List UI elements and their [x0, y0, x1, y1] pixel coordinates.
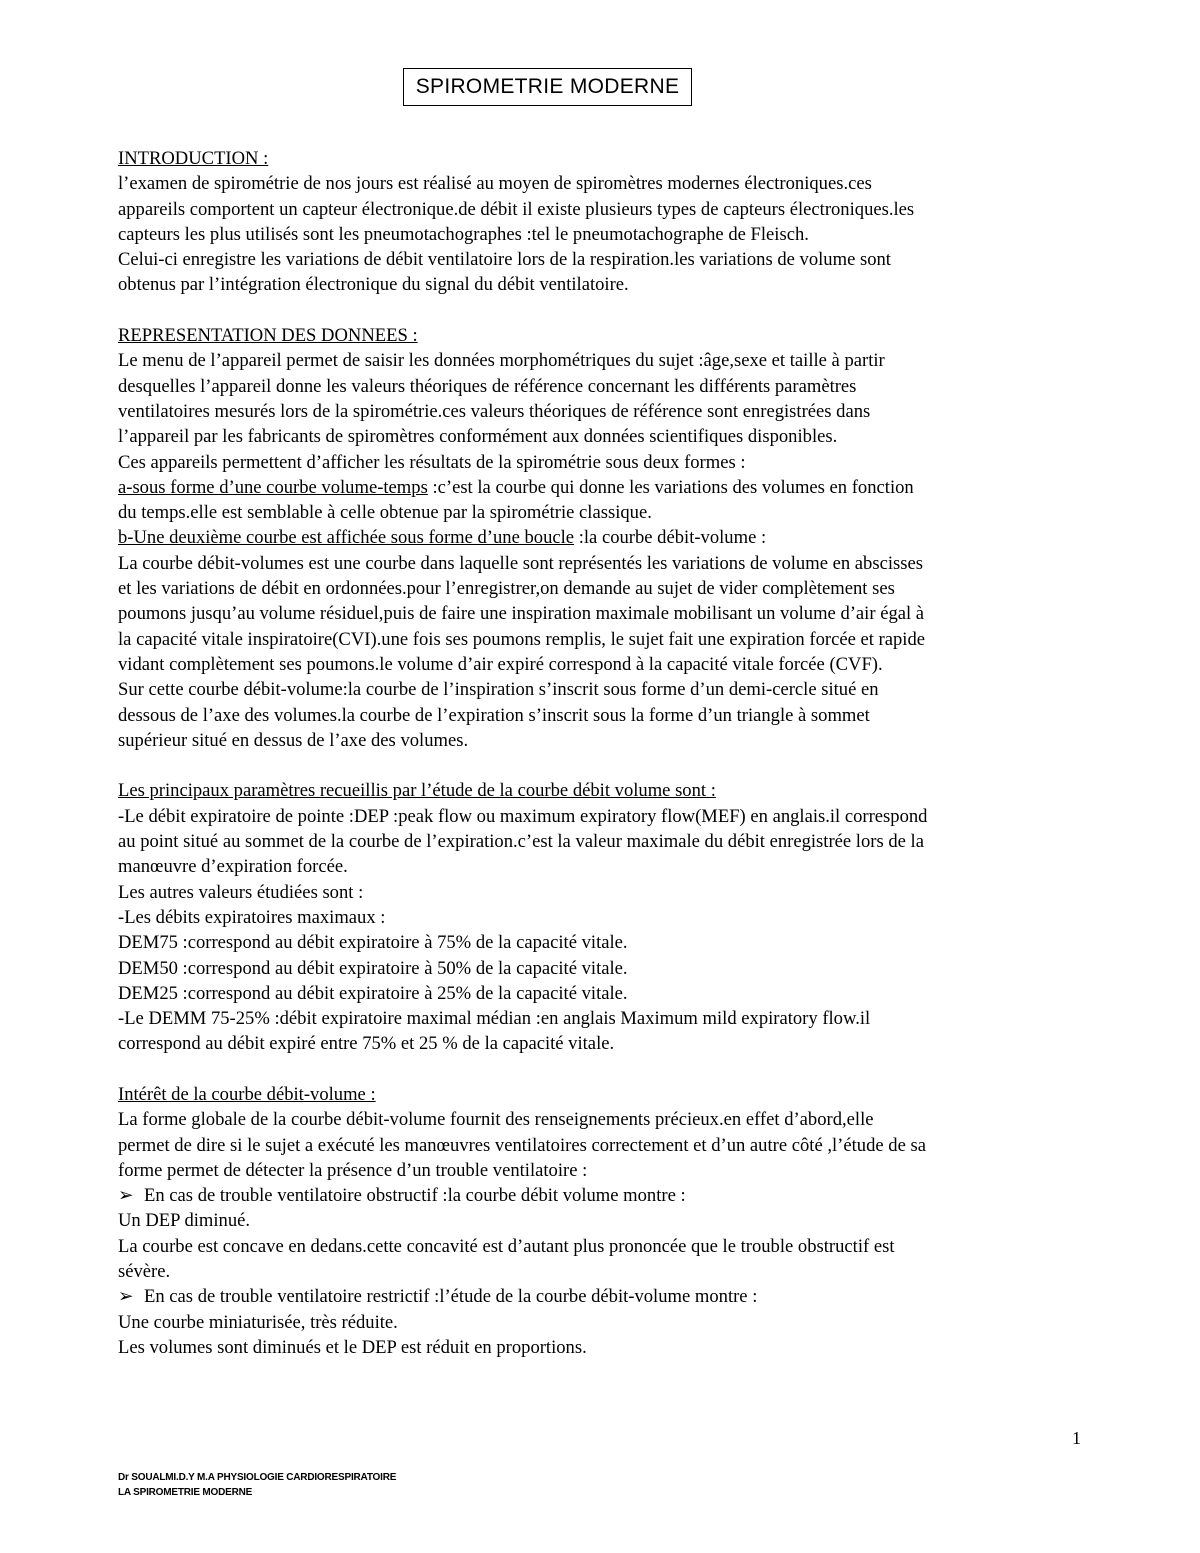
paragraph-line: permet de dire si le sujet a exécuté les manœuvres ventilatoires correctement et d’un autre côté ,l’étude de sa	[118, 1134, 926, 1156]
item-a-text: :c’est la courbe qui donne les variations des volumes en fonction	[427, 476, 914, 498]
footer-title-line: LA SPIROMETRIE MODERNE	[118, 1487, 253, 1498]
section-heading-representation: REPRESENTATION DES DONNEES :	[118, 325, 418, 347]
paragraph-line: obtenus par l’intégration électronique du signal du débit ventilatoire.	[118, 274, 629, 296]
paragraph-line: Sur cette courbe débit-volume:la courbe de l’inspiration s’inscrit sous forme d’un demi-cercle situé en	[118, 679, 879, 701]
paragraph-line: la capacité vitale inspiratoire(CVI).une fois ses poumons remplis, le sujet fait une expiration forcée et rapide	[118, 628, 925, 650]
paragraph-line: ventilatoires mesurés lors de la spirométrie.ces valeurs théoriques de référence sont enregistrées dans	[118, 400, 871, 422]
paragraph-line: La forme globale de la courbe débit-volume fournit des renseignements précieux.en effet d’abord,elle	[118, 1109, 874, 1131]
paragraph-line: dessous de l’axe des volumes.la courbe de l’expiration s’inscrit sous la forme d’un triangle à sommet	[118, 704, 870, 726]
item-b-text: :la courbe débit-volume :	[574, 527, 767, 549]
paragraph-line: poumons jusqu’au volume résiduel,puis de faire une inspiration maximale mobilisant un volume d’air égal à	[118, 603, 925, 625]
paragraph-line: correspond au débit expiré entre 75% et 25 % de la capacité vitale.	[118, 1033, 615, 1055]
item-b-line	[118, 525, 1086, 550]
paragraph-line: -Le DEMM 75-25% :débit expiratoire maximal médian :en anglais Maximum mild expiratory flow.il	[118, 1008, 871, 1030]
paragraph-line: appareils comportent un capteur électronique.de débit il existe plusieurs types de capteurs électroniques.les	[118, 198, 915, 220]
paragraph-line: DEM50 :correspond au débit expiratoire à 50% de la capacité vitale.	[118, 957, 628, 979]
item-b-label: b-Une deuxième courbe est affichée sous forme d’une boucle	[118, 527, 575, 549]
arrow-bullet-icon: ➢	[118, 1286, 134, 1308]
paragraph-line: La courbe débit-volumes est une courbe dans laquelle sont représentés les variations de volume en abscisses	[118, 552, 923, 574]
paragraph-line: DEM25 :correspond au débit expiratoire à 25% de la capacité vitale.	[118, 982, 628, 1004]
section-heading-introduction: INTRODUCTION :	[118, 148, 269, 169]
paragraph-line: Un DEP diminué.	[118, 1210, 251, 1232]
paragraph-line: sévère.	[118, 1261, 171, 1283]
page-footer	[118, 1470, 396, 1500]
paragraph-line: La courbe est concave en dedans.cette concavité est d’autant plus prononcée que le trouble obstructif est	[118, 1235, 895, 1257]
paragraph-line: et les variations de débit en ordonnées.pour l’enregistrer,on demande au sujet de vider complètement ses	[118, 578, 895, 600]
item-a-line	[118, 475, 1086, 500]
document-body	[118, 146, 1086, 1360]
blank-line	[118, 753, 1086, 778]
paragraph-line: au point situé au sommet de la courbe de l’expiration.c’est la valeur maximale du débit enregistrée lors de la	[118, 831, 924, 853]
paragraph-line: du temps.elle est semblable à celle obtenue par la spirométrie classique.	[118, 502, 652, 524]
paragraph-line: Le menu de l’appareil permet de saisir les données morphométriques du sujet :âge,sexe et taille à partir	[118, 350, 885, 372]
paragraph-line: Ces appareils permettent d’afficher les résultats de la spirométrie sous deux formes :	[118, 451, 746, 473]
paragraph-line: -Le débit expiratoire de pointe :DEP :peak flow ou maximum expiratory flow(MEF) en anglais.il correspond	[118, 805, 928, 827]
bullet-text: En cas de trouble ventilatoire restrictif :l’étude de la courbe débit-volume montre :	[144, 1286, 758, 1308]
paragraph-line: manœuvre d’expiration forcée.	[118, 856, 348, 878]
paragraph-line: vidant complètement ses poumons.le volume d’air expiré correspond à la capacité vitale forcée (CVF).	[118, 653, 883, 675]
paragraph-line: Les volumes sont diminués et le DEP est réduit en proportions.	[118, 1336, 587, 1358]
arrow-bullet-icon: ➢	[118, 1185, 134, 1207]
paragraph-line: Les autres valeurs étudiées sont :	[118, 881, 364, 903]
paragraph-line: Une courbe miniaturisée, très réduite.	[118, 1311, 398, 1333]
blank-line	[118, 298, 1086, 323]
paragraph-line: l’appareil par les fabricants de spiromètres conformément aux données scientifiques disponibles.	[118, 426, 838, 448]
paragraph-line: desquelles l’appareil donne les valeurs théoriques de référence concernant les différents paramètres	[118, 375, 857, 397]
page-number: 1	[1072, 1428, 1081, 1448]
paragraph-line: supérieur situé en dessus de l’axe des volumes.	[118, 729, 469, 751]
section-heading-parameters: Les principaux paramètres recueillis par l’étude de la courbe débit volume sont :	[118, 780, 716, 802]
footer-author-line: Dr SOUALMI.D.Y M.A PHYSIOLOGIE CARDIORESPIRATOIRE	[118, 1472, 397, 1483]
section-heading-interet: Intérêt de la courbe débit-volume :	[118, 1083, 376, 1105]
bullet-text: En cas de trouble ventilatoire obstructif :la courbe débit volume montre :	[144, 1185, 686, 1207]
paragraph-line: Celui-ci enregistre les variations de débit ventilatoire lors de la respiration.les variations de volume sont	[118, 249, 891, 271]
bullet-item-restrictif	[118, 1284, 1086, 1309]
paragraph-line: -Les débits expiratoires maximaux :	[118, 906, 386, 928]
paragraph-line: DEM75 :correspond au débit expiratoire à 75% de la capacité vitale.	[118, 932, 628, 954]
page-title: SPIROMETRIE MODERNE	[403, 68, 692, 106]
bullet-item-obstructif	[118, 1183, 1086, 1208]
item-a-label: a-sous forme d’une courbe volume-temps	[118, 476, 428, 498]
paragraph-line: l’examen de spirométrie de nos jours est réalisé au moyen de spiromètres modernes électroniques.ces	[118, 173, 872, 195]
paragraph-line: forme permet de détecter la présence d’un trouble ventilatoire :	[118, 1159, 588, 1181]
paragraph-line: capteurs les plus utilisés sont les pneumotachographes :tel le pneumotachographe de Fleisch.	[118, 223, 809, 245]
blank-line	[118, 1057, 1086, 1082]
